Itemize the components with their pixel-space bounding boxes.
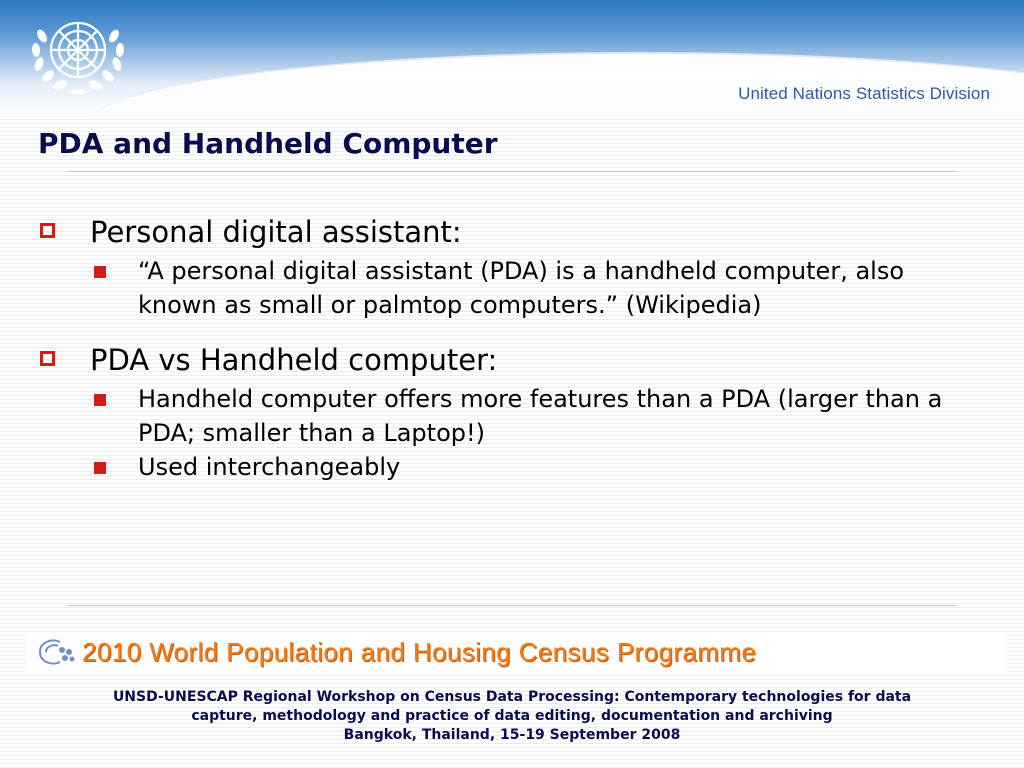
list-item-text: Used interchangeably [138,453,401,481]
caption-line: capture, methodology and practice of data editing, documentation and archiving [191,708,833,724]
section-pda-vs-handheld [38,340,968,484]
filled-square-bullet-icon [94,462,106,474]
sub-bullet-list [38,382,968,484]
caption-line: UNSD-UNESCAP Regional Workshop on Census Data Processing: Contemporary technologies for data [112,689,912,705]
sub-bullet-list [38,254,968,322]
un-emblem-icon [22,6,134,104]
section-heading-text: PDA vs Handheld computer: [90,343,498,377]
filled-square-bullet-icon [94,394,106,406]
footer-divider [68,605,956,606]
workshop-caption [0,688,1024,745]
census-programme-banner [26,632,1006,672]
census-programme-logo-icon [32,634,80,670]
division-name: United Nations Statistics Division [738,84,990,103]
header-banner [0,0,1024,118]
section-heading-text: Personal digital assistant: [90,215,462,249]
hollow-square-bullet-icon [40,223,55,238]
hollow-square-bullet-icon [40,351,55,366]
caption-line: Bangkok, Thailand, 15-19 September 2008 [343,727,681,743]
list-item-text: Handheld computer offers more features than a PDA (larger than a PDA; smaller than a Laptop!) [138,385,943,447]
list-item [38,450,968,484]
slide-content [38,212,968,484]
slide-title: PDA and Handheld Computer [38,127,498,160]
section-personal-digital-assistant [38,212,968,322]
census-programme-title: 2010 World Population and Housing Census Programme [82,637,757,667]
section-heading [38,212,968,252]
filled-square-bullet-icon [94,266,106,278]
list-item [38,382,968,450]
section-heading [38,340,968,380]
list-item-text: “A personal digital assistant (PDA) is a handheld computer, also known as small or palmtop computers.” (Wikipedia) [138,257,905,319]
list-item [38,254,968,322]
title-divider [68,171,956,172]
